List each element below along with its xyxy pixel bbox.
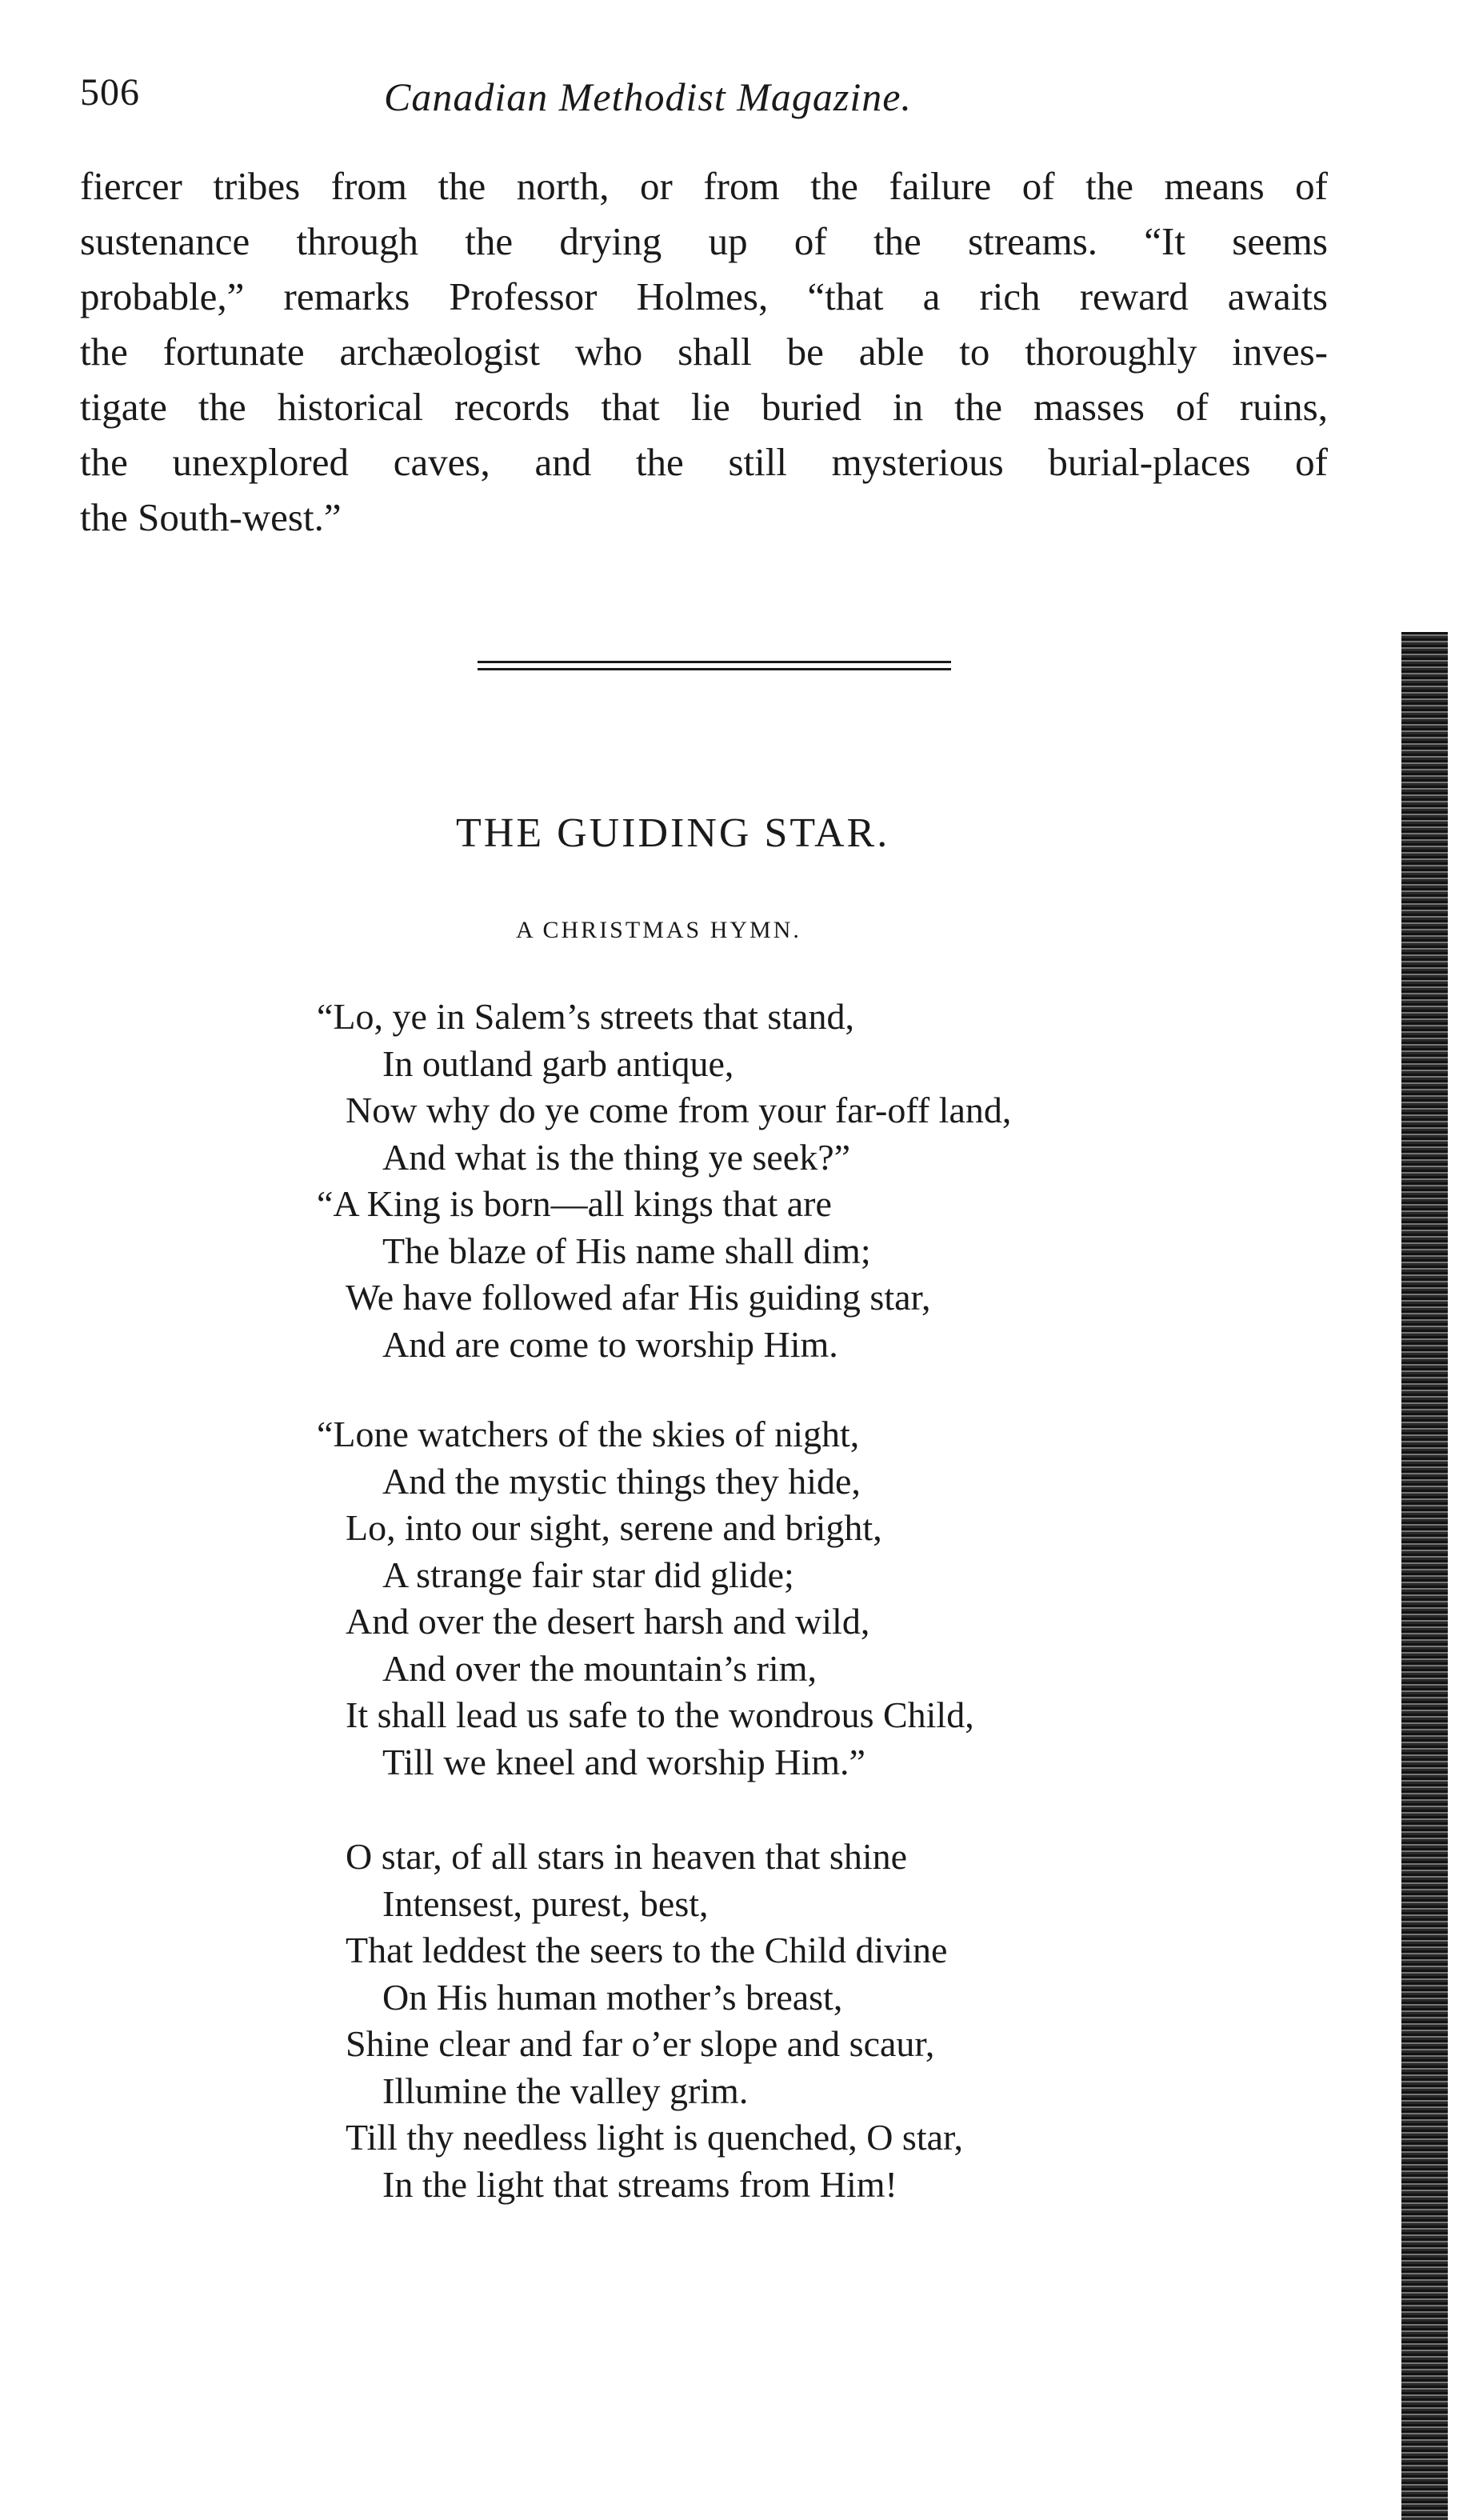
scanned-page-edge <box>1401 632 1448 2520</box>
verse-line: “Lone watchers of the skies of night, <box>317 1414 860 1454</box>
poem-stanza <box>0 1834 1120 2208</box>
verse-line: And over the mountain’s rim, <box>382 1647 817 1689</box>
verse-line: And are come to worship Him. <box>382 1323 838 1365</box>
verse-line: Now why do ye come from your far-off land, <box>346 1090 1012 1130</box>
verse-line: It shall lead us safe to the wondrous Child, <box>346 1694 974 1735</box>
running-title: Canadian Methodist Magazine. <box>384 74 912 119</box>
verse-line: And what is the thing ye seek?” <box>382 1136 851 1178</box>
verse-line: Till we kneel and worship Him.” <box>382 1741 865 1782</box>
verse-line: And over the desert harsh and wild, <box>346 1601 870 1642</box>
paragraph-line: sustenance through the drying up of the streams. “It seems <box>80 219 1328 263</box>
verse-line: Lo, into our sight, serene and bright, <box>346 1507 882 1548</box>
section-divider <box>478 661 951 670</box>
poem-subtitle: A CHRISTMAS HYMN. <box>516 917 801 943</box>
article-paragraph <box>80 158 1328 545</box>
verse-line: O star, of all stars in heaven that shine <box>346 1836 908 1877</box>
verse-line: Shine clear and far o’er slope and scaur, <box>346 2023 935 2064</box>
paragraph-line: the unexplored caves, and the still mysterious burial-places of <box>80 440 1328 484</box>
verse-line: A strange fair star did glide; <box>382 1554 794 1595</box>
verse-line: In the light that streams from Him! <box>382 2163 897 2205</box>
verse-line: That leddest the seers to the Child divine <box>346 1930 948 1970</box>
verse-line: “Lo, ye in Salem’s streets that stand, <box>317 996 854 1037</box>
poem-stanza <box>0 1411 1120 1786</box>
verse-line: In outland garb antique, <box>382 1042 734 1084</box>
verse-line: “A King is born—all kings that are <box>317 1183 832 1224</box>
paragraph-line: the South-west.” <box>80 495 342 539</box>
poem-stanza <box>0 994 1120 1368</box>
paragraph-line: probable,” remarks Professor Holmes, “that a rich reward awaits <box>80 274 1328 318</box>
paragraph-line: fiercer tribes from the north, or from the failure of the means of <box>80 164 1328 208</box>
verse-line: We have followed afar His guiding star, <box>346 1277 931 1318</box>
verse-line: The blaze of His name shall dim; <box>382 1230 871 1271</box>
verse-line: On His human mother’s breast, <box>382 1976 843 2018</box>
verse-line: Illumine the valley grim. <box>382 2070 749 2111</box>
verse-line: Till thy needless light is quenched, O star, <box>346 2117 964 2158</box>
poem-title: THE GUIDING STAR. <box>456 810 890 856</box>
verse-line: Intensest, purest, best, <box>382 1882 709 1924</box>
paragraph-line: tigate the historical records that lie buried in the masses of ruins, <box>80 385 1328 429</box>
verse-line: And the mystic things they hide, <box>382 1460 861 1502</box>
paragraph-line: the fortunate archæologist who shall be able to thoroughly inves- <box>80 330 1328 374</box>
page-number: 506 <box>80 71 140 114</box>
